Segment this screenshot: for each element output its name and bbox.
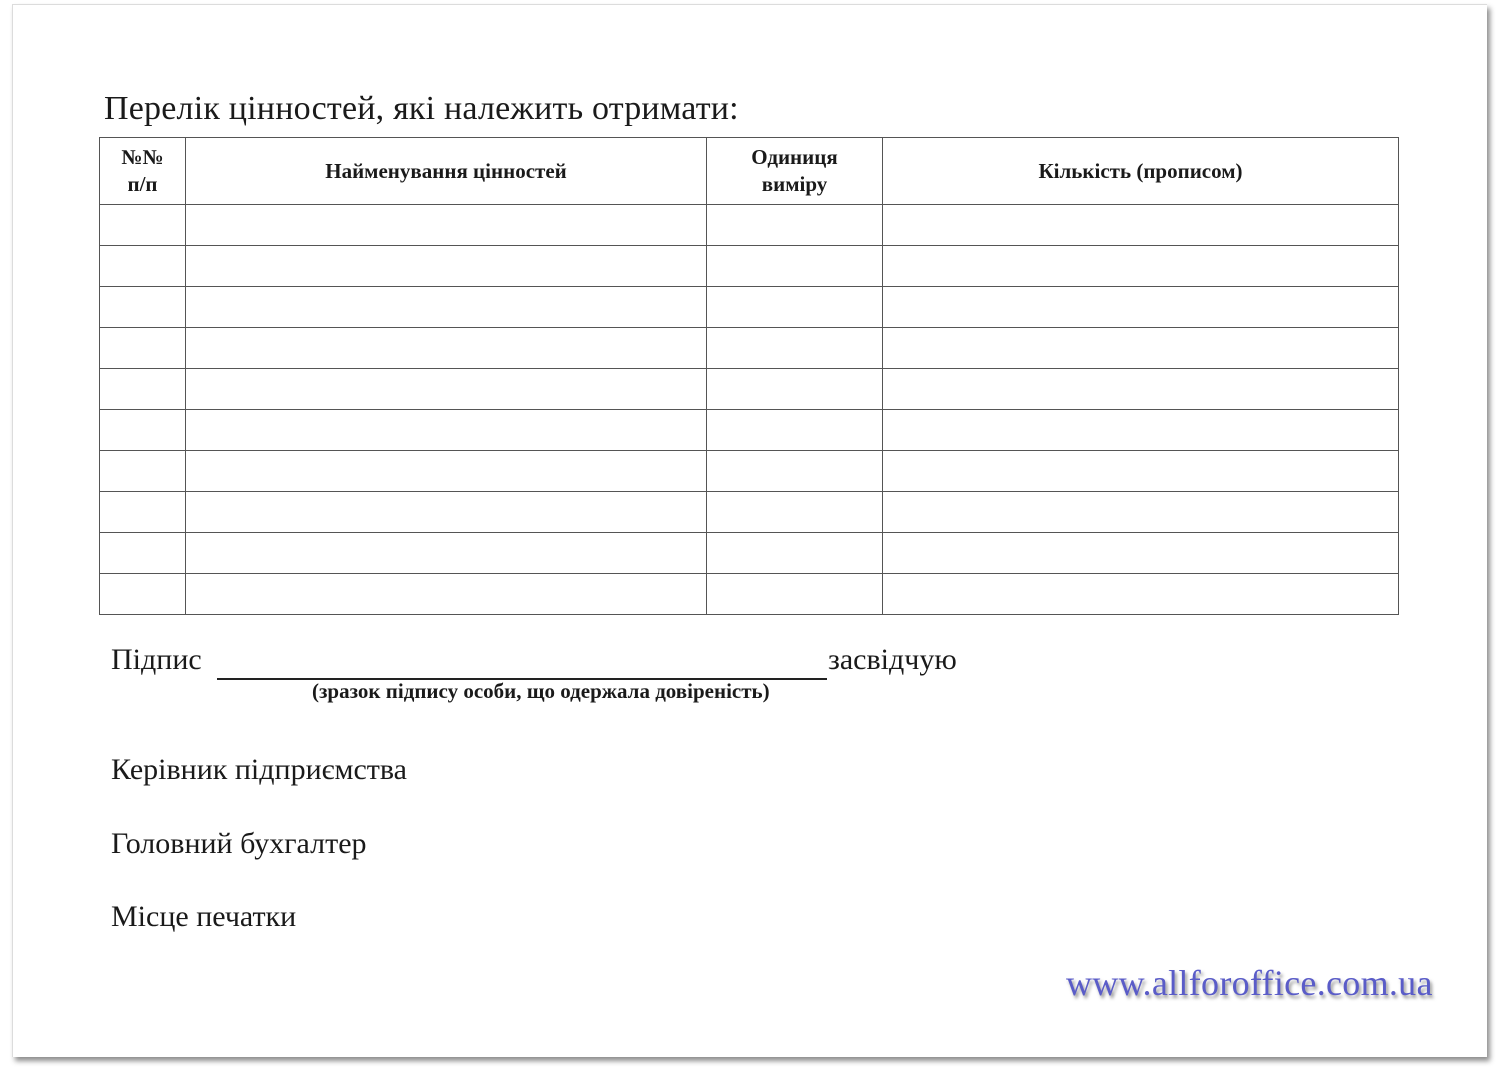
header-quantity: Кількість (прописом) (883, 138, 1399, 205)
page-title: Перелік цінностей, які належить отримати: (104, 90, 739, 127)
table-cell[interactable] (186, 574, 707, 615)
table-row (100, 574, 1399, 615)
table-cell[interactable] (707, 574, 883, 615)
table-cell[interactable] (707, 287, 883, 328)
table-cell[interactable] (100, 410, 186, 451)
table-row (100, 328, 1399, 369)
values-table (99, 137, 1399, 615)
website-watermark: www.allforoffice.com.ua (1066, 963, 1433, 1003)
table-cell[interactable] (883, 369, 1399, 410)
table-cell[interactable] (707, 369, 883, 410)
table-row (100, 533, 1399, 574)
table-cell[interactable] (707, 533, 883, 574)
table-row (100, 287, 1399, 328)
table-row (100, 451, 1399, 492)
table-row (100, 492, 1399, 533)
table-row (100, 369, 1399, 410)
table-cell[interactable] (100, 492, 186, 533)
table-cell[interactable] (707, 410, 883, 451)
table-row (100, 246, 1399, 287)
table-cell[interactable] (186, 369, 707, 410)
table-cell[interactable] (883, 287, 1399, 328)
table-cell[interactable] (707, 328, 883, 369)
table-cell[interactable] (883, 574, 1399, 615)
table-cell[interactable] (883, 410, 1399, 451)
table-cell[interactable] (100, 246, 186, 287)
table-cell[interactable] (707, 205, 883, 246)
table-body (100, 205, 1399, 615)
table-cell[interactable] (707, 246, 883, 287)
table-cell[interactable] (100, 328, 186, 369)
table-row (100, 410, 1399, 451)
table-cell[interactable] (186, 451, 707, 492)
table-cell[interactable] (186, 328, 707, 369)
table-cell[interactable] (186, 533, 707, 574)
table-cell[interactable] (100, 533, 186, 574)
accountant-label: Головний бухгалтер (111, 827, 367, 860)
table-cell[interactable] (883, 328, 1399, 369)
table-cell[interactable] (186, 246, 707, 287)
header-unit: Одиниця виміру (707, 138, 883, 205)
table-cell[interactable] (100, 205, 186, 246)
signature-label: Підпис (111, 643, 202, 676)
table-cell[interactable] (883, 533, 1399, 574)
table-cell[interactable] (186, 492, 707, 533)
table-cell[interactable] (883, 451, 1399, 492)
header-name: Найменування цінностей (186, 138, 707, 205)
table-cell[interactable] (186, 410, 707, 451)
table-cell[interactable] (100, 287, 186, 328)
table-cell[interactable] (707, 492, 883, 533)
table-cell[interactable] (100, 451, 186, 492)
table-cell[interactable] (186, 287, 707, 328)
table-row (100, 205, 1399, 246)
table-cell[interactable] (883, 246, 1399, 287)
table-cell[interactable] (100, 369, 186, 410)
signature-caption: (зразок підпису особи, що одержала довіреність) (312, 679, 770, 703)
stamp-place-label: Місце печатки (111, 900, 297, 933)
header-number: №№ п/п (100, 138, 186, 205)
table-header-row (100, 138, 1399, 205)
table-cell[interactable] (883, 205, 1399, 246)
table-cell[interactable] (186, 205, 707, 246)
director-label: Керівник підприємства (111, 753, 408, 786)
table-cell[interactable] (707, 451, 883, 492)
table-cell[interactable] (883, 492, 1399, 533)
table-cell[interactable] (100, 574, 186, 615)
signature-suffix: засвідчую (828, 643, 957, 676)
